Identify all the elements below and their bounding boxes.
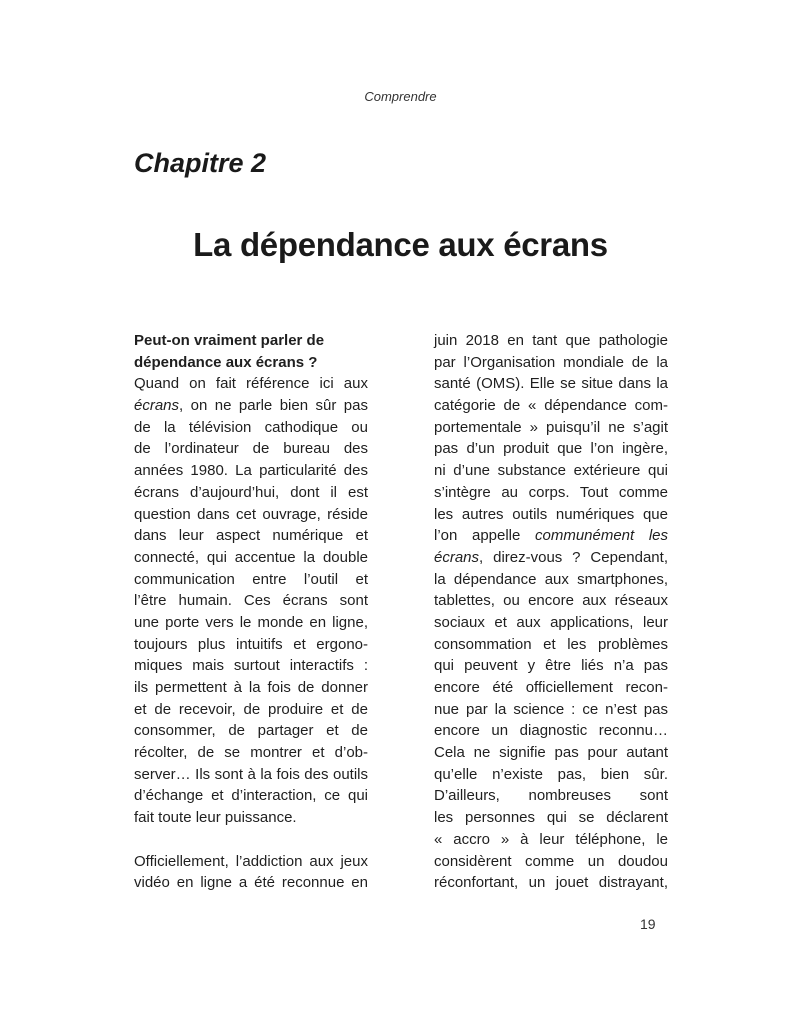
section-heading-line: dépendance aux écrans ? [134,353,318,371]
text-line: considèrent comme un doudou [434,852,668,870]
text-line: récolter, de se montrer et d’ob- [134,744,368,762]
text-line: une porte vers le monde en ligne, [134,613,368,631]
text-line: « accro » à leur téléphone, le [434,830,668,848]
text-line: vidéo en ligne a été reconnue en [134,874,368,892]
text-line: encore un diagnostic reconnu… [434,722,668,740]
text-line: par l’Organisation mondiale de la [434,353,668,371]
text-line: toujours plus intuitifs et ergono- [134,635,368,653]
text-line: consommer, de partager et de [134,722,368,740]
right-column [434,330,668,894]
text-line-with-italic: écrans, direz-vous ? Cependant, [434,548,668,566]
text-line: communication entre l’outil et [134,570,368,588]
text-line: portementale » puisqu’il ne s’agit [434,418,668,436]
text-line: et de recevoir, de produire et de [134,700,368,718]
text-line: années 1980. La particularité des [134,462,368,480]
text-line: Cela ne signifie pas pour autant [434,744,668,762]
text-line: catégorie de « dépendance com- [434,397,668,415]
text-line: d’échange et d’interaction, ce qui [134,787,368,805]
text-line: Officiellement, l’addiction aux jeux [134,852,368,870]
text-line: D’ailleurs, nombreuses sont [434,787,668,805]
text-line: les autres outils numériques que [434,505,668,523]
chapter-title: La dépendance aux écrans [193,226,608,263]
text-line: question dans cet ouvrage, réside [134,505,368,523]
text-line: ils permettent à la fois de donner [134,679,368,696]
text-line: s’intègre au corps. Tout comme [434,483,668,501]
text-line: fait toute leur puissance. [134,809,297,827]
text-line: connecté, qui accentue la double [134,548,368,566]
text-line: miques mais surtout interactifs : [134,657,368,675]
text-line: dans leur aspect numérique et [134,527,368,545]
text-line-with-italic: écrans, on ne parle bien sûr pas [134,397,368,415]
text-line: les personnes qui se déclarent [434,809,668,827]
text-line-with-italic: l’on appelle communément les [434,527,668,545]
text-line: de la télévision cathodique ou [134,418,368,436]
text-line: pas d’un produit que l’on ingère, [434,440,668,458]
text-line: server… Ils sont à la fois des outils [134,765,368,783]
text-line: encore été officiellement recon- [434,679,668,696]
italic-term: écrans [434,548,480,566]
text-line: santé (OMS). Elle se situe dans la [434,375,668,393]
chapter-label: Chapitre 2 [134,148,267,178]
text-line: sociaux et aux applications, leur [434,613,668,631]
text-line: Quand on fait référence ici aux [134,375,368,393]
text-line: de l’ordinateur de bureau des [134,440,368,458]
italic-term: communément les [534,527,668,545]
text-line: réconfortant, un jouet distrayant, [434,874,668,892]
section-heading-line: Peut-on vraiment parler de [134,332,325,349]
text-line: écrans d’aujourd’hui, dont il est [134,483,368,501]
text-line: tablettes, ou encore aux réseaux [434,592,668,610]
left-column [134,330,368,894]
italic-term: écrans [134,397,180,415]
text-line: nue par la science : ce n’est pas [434,700,668,718]
text-line: juin 2018 en tant que pathologie [434,332,668,349]
text-line: ni d’une substance extérieure qui [434,462,668,480]
text-line: qu’elle n’existe pas, bien sûr. [434,765,668,783]
page-number: 19 [640,916,656,932]
paragraph-gap [134,829,368,851]
running-header: Comprendre [364,89,437,104]
text-line: qui peuvent y être liés n’a pas [434,657,668,675]
text-line: l’être humain. Ces écrans sont [134,592,368,610]
text-line: la dépendance aux smartphones, [434,570,668,588]
text-line: consommation et les problèmes [434,635,668,653]
